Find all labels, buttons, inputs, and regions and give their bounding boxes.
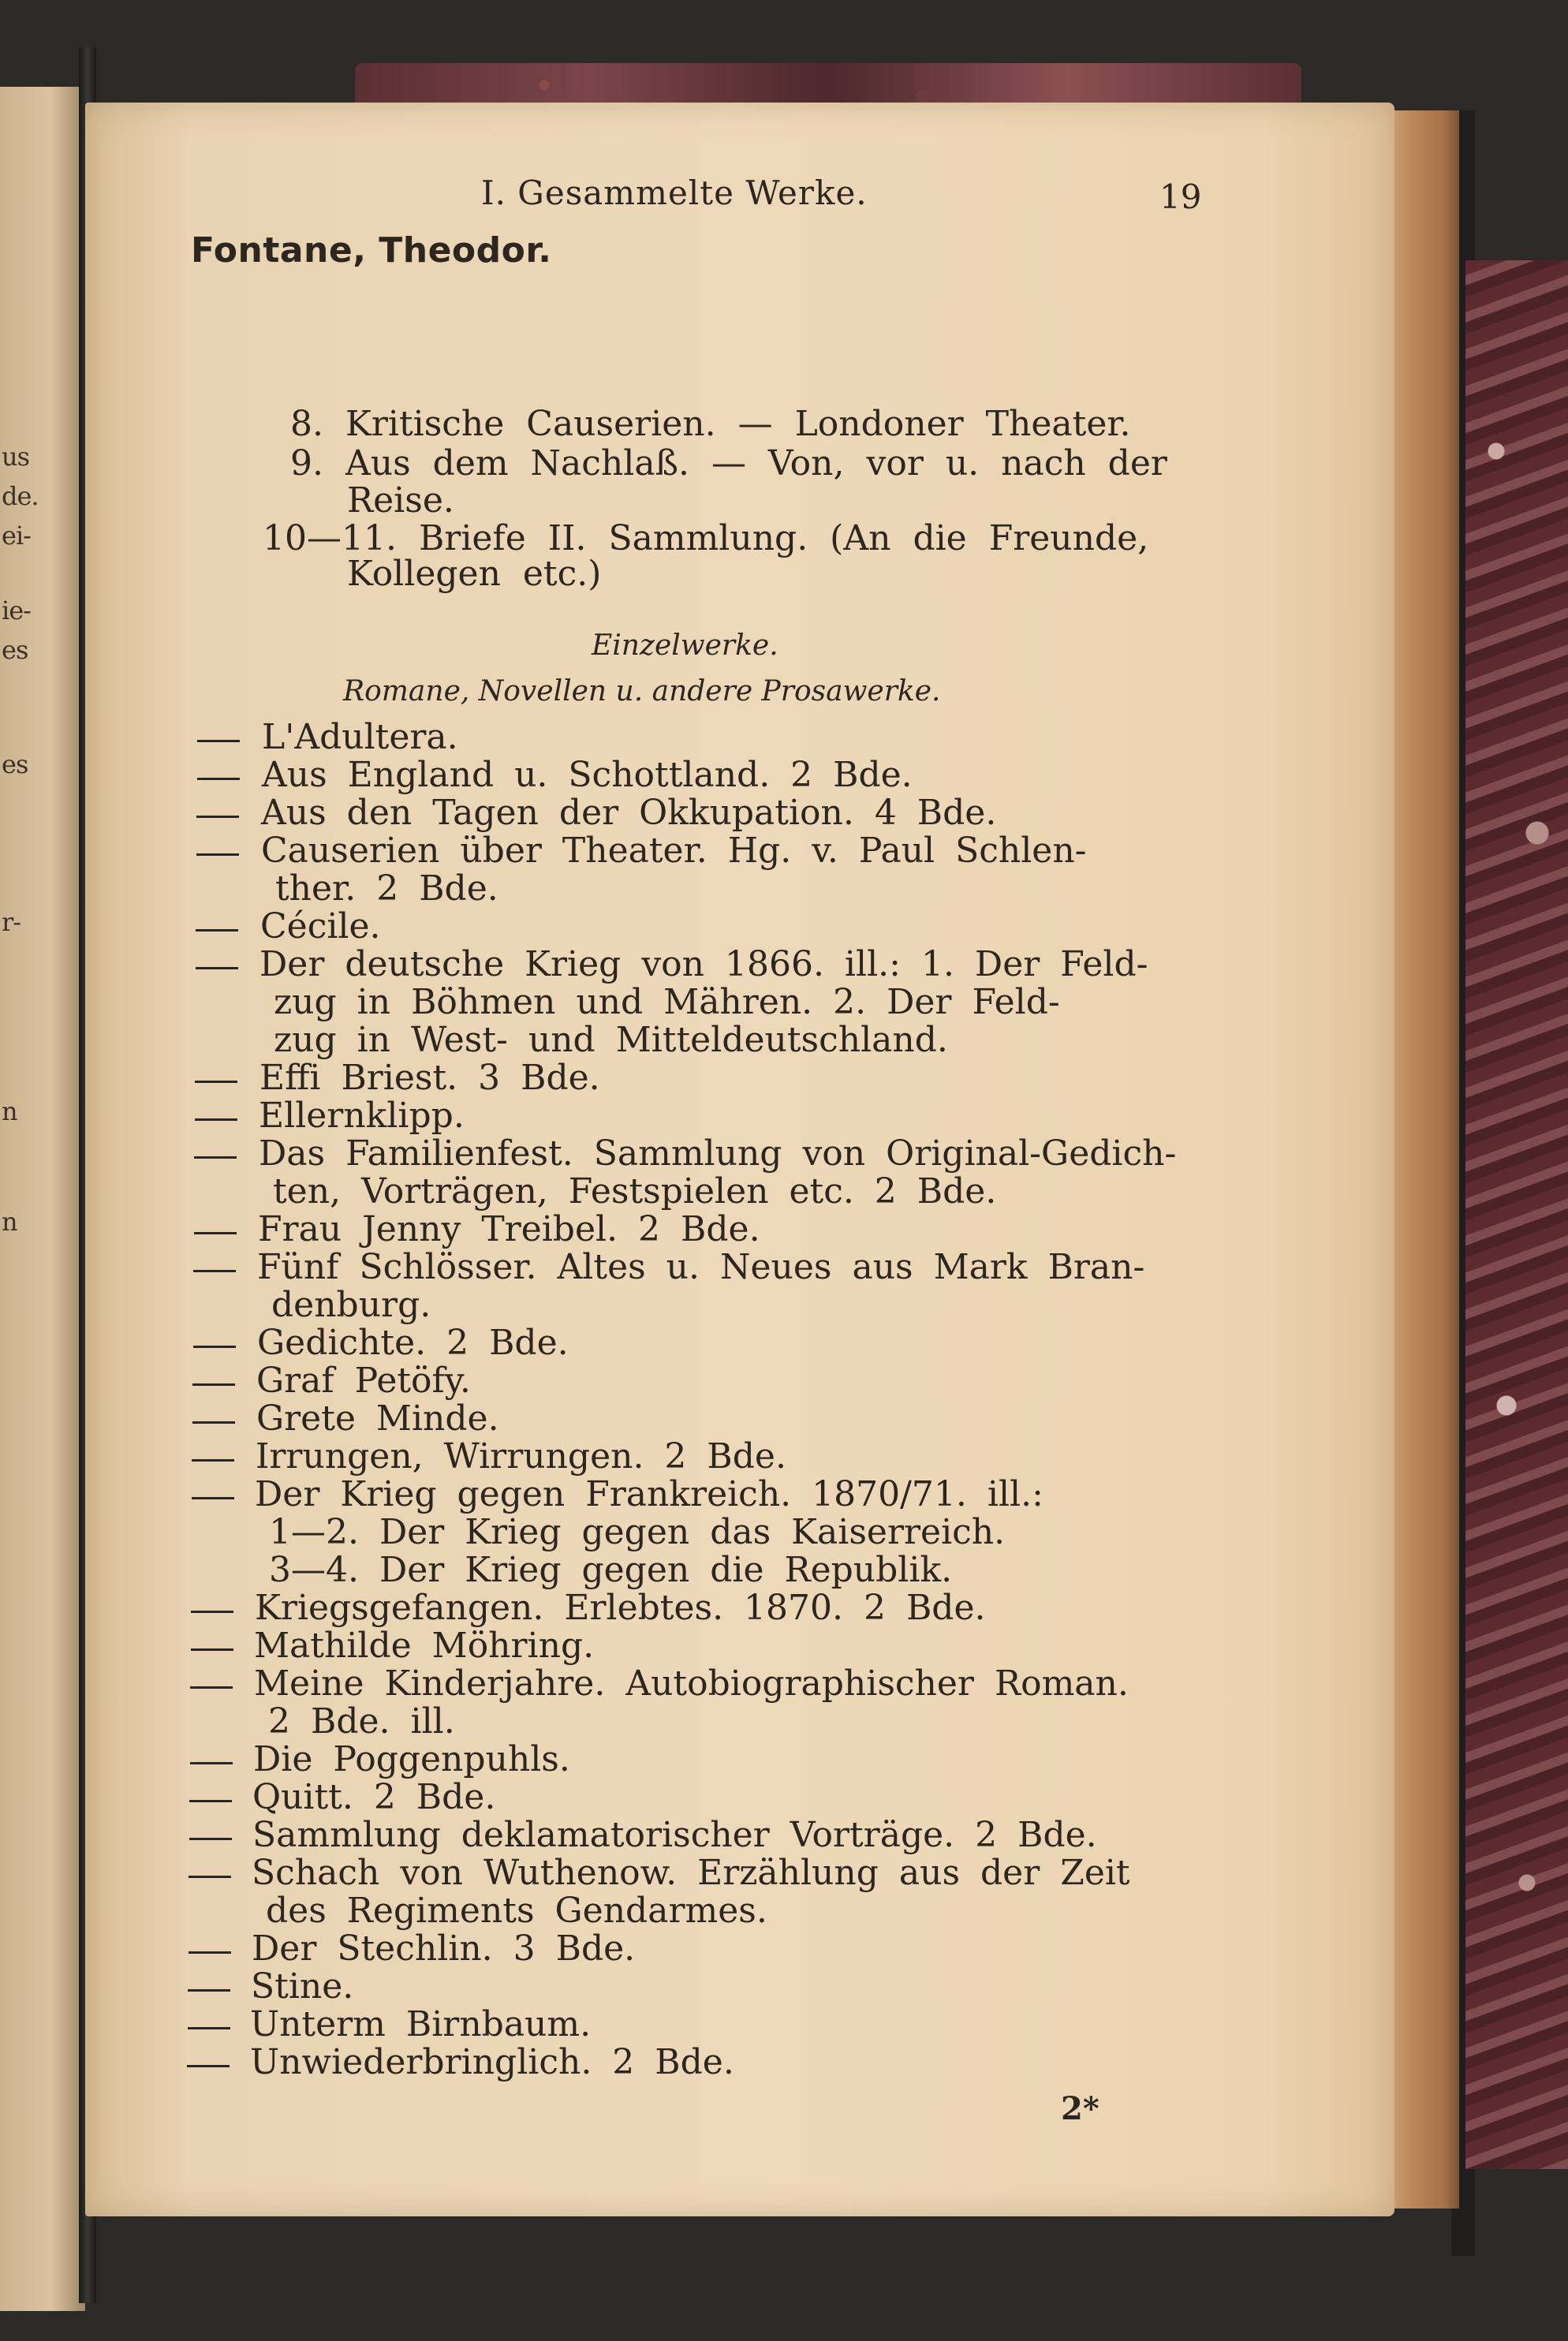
entry-dash <box>192 1459 234 1462</box>
work-title: Causerien über Theater. Hg. v. Paul Schlen- <box>261 831 1087 871</box>
entry-dash <box>196 929 238 932</box>
entry-dash <box>189 1876 231 1878</box>
collected-works-line: Reise. <box>347 480 454 521</box>
work-continuation: zug in Böhmen und Mähren. 2. Der Feld- <box>274 982 1060 1022</box>
work-title: Der Krieg gegen Frankreich. 1870/71. ill.: <box>255 1474 1043 1514</box>
work-title: Unwiederbringlich. 2 Bde. <box>250 2042 734 2082</box>
entry-dash <box>191 1648 233 1651</box>
marbled-cover-right <box>1465 260 1568 2169</box>
work-title: Unterm Birnbaum. <box>250 2004 592 2044</box>
collected-works-line: 8. Kritische Causerien. — Londoner Theater. <box>290 404 1131 444</box>
entry-dash <box>188 1989 230 1992</box>
signature-mark: 2* <box>1061 2090 1099 2127</box>
work-title: Ellernklipp. <box>259 1096 465 1136</box>
work-continuation: des Regiments Gendarmes. <box>266 1891 767 1931</box>
work-title: Sammlung deklamatorischer Vorträge. 2 Bde. <box>252 1815 1097 1855</box>
running-title: I. Gesammelte Werke. <box>481 174 868 212</box>
work-title: Kriegsgefangen. Erlebtes. 1870. 2 Bde. <box>255 1588 986 1628</box>
work-title: L'Adultera. <box>262 717 458 757</box>
collected-works-line: Kollegen etc.) <box>347 554 602 594</box>
page-stack-edge <box>1388 110 1459 2208</box>
work-title: Stine. <box>251 1966 354 2007</box>
work-title: Aus England u. Schottland. 2 Bde. <box>262 755 913 795</box>
work-title: Graf Petöfy. <box>256 1361 471 1401</box>
entry-dash <box>190 1686 233 1689</box>
work-title: Die Poggenpuhls. <box>253 1739 570 1779</box>
work-title: Meine Kinderjahre. Autobiographischer Roman. <box>254 1663 1129 1704</box>
entry-dash <box>189 1951 231 1954</box>
work-title: Fünf Schlösser. Altes u. Neues aus Mark Bran- <box>257 1247 1145 1287</box>
entry-dash <box>194 1156 237 1159</box>
left-page-fragment: us <box>2 442 30 472</box>
work-continuation: denburg. <box>271 1285 431 1325</box>
left-page-fragment: n <box>2 1096 17 1126</box>
left-page-fragment: es <box>2 635 28 665</box>
work-title: Grete Minde. <box>256 1398 499 1439</box>
work-continuation: 1—2. Der Krieg gegen das Kaiserreich. <box>269 1512 1006 1552</box>
section-title: Einzelwerke. <box>592 629 778 662</box>
work-title: Irrungen, Wirrungen. 2 Bde. <box>256 1436 786 1477</box>
work-title: Quitt. 2 Bde. <box>252 1777 496 1817</box>
work-title: Schach von Wuthenow. Erzählung aus der Zeit <box>252 1853 1130 1893</box>
left-page-fragment: de. <box>2 481 39 511</box>
left-page-fragment: ie- <box>2 596 31 625</box>
entry-dash <box>195 1081 237 1083</box>
work-continuation: 2 Bde. ill. <box>268 1701 455 1742</box>
entry-dash <box>193 1346 236 1348</box>
entry-dash <box>195 1118 237 1121</box>
entry-dash <box>197 740 240 742</box>
entry-dash <box>189 1800 232 1802</box>
left-page-fragment: r- <box>2 907 21 937</box>
work-title: Aus den Tagen der Okkupation. 4 Bde. <box>261 793 997 833</box>
work-continuation: ther. 2 Bde. <box>275 868 498 909</box>
entry-dash <box>196 853 239 856</box>
entry-dash <box>197 778 240 780</box>
collected-works-line: 10—11. Briefe II. Sammlung. (An die Freunde, <box>263 518 1149 558</box>
work-title: Effi Briest. 3 Bde. <box>259 1058 600 1098</box>
left-page-edge <box>0 87 85 2311</box>
entry-dash <box>196 967 238 969</box>
left-page-fragment: ei- <box>2 521 31 551</box>
entry-dash <box>192 1497 234 1499</box>
entry-dash <box>190 1762 233 1764</box>
work-continuation: 3—4. Der Krieg gegen die Republik. <box>269 1550 953 1590</box>
work-title: Der deutsche Krieg von 1866. ill.: 1. Der Feld- <box>259 944 1148 984</box>
work-title: Gedichte. 2 Bde. <box>257 1323 569 1363</box>
left-page-fragment: es <box>2 749 28 779</box>
entry-dash <box>188 2027 230 2029</box>
entry-dash <box>193 1270 236 1272</box>
work-continuation: ten, Vorträgen, Festspielen etc. 2 Bde. <box>273 1171 997 1212</box>
entry-dash <box>191 1611 233 1613</box>
entry-dash <box>194 1232 237 1234</box>
work-title: Der Stechlin. 3 Bde. <box>252 1928 636 1969</box>
entry-dash <box>196 816 239 818</box>
entry-dash <box>189 1838 232 1840</box>
collected-works-line: 9. Aus dem Nachlaß. — Von, vor u. nach der <box>290 443 1167 484</box>
page-number: 19 <box>1159 177 1202 216</box>
work-title: Das Familienfest. Sammlung von Original-Gedich- <box>259 1133 1177 1174</box>
work-title: Mathilde Möhring. <box>254 1626 595 1666</box>
work-title: Frau Jenny Treibel. 2 Bde. <box>258 1209 760 1249</box>
entry-dash <box>192 1421 235 1424</box>
entry-dash <box>192 1383 235 1386</box>
author-heading: Fontane, Theodor. <box>191 230 552 271</box>
work-continuation: zug in West- und Mitteldeutschland. <box>274 1020 948 1060</box>
section-subtitle: Romane, Novellen u. andere Prosawerke. <box>343 675 941 708</box>
entry-dash <box>187 2065 230 2067</box>
left-page-fragment: n <box>2 1207 17 1237</box>
work-title: Cécile. <box>260 906 381 946</box>
